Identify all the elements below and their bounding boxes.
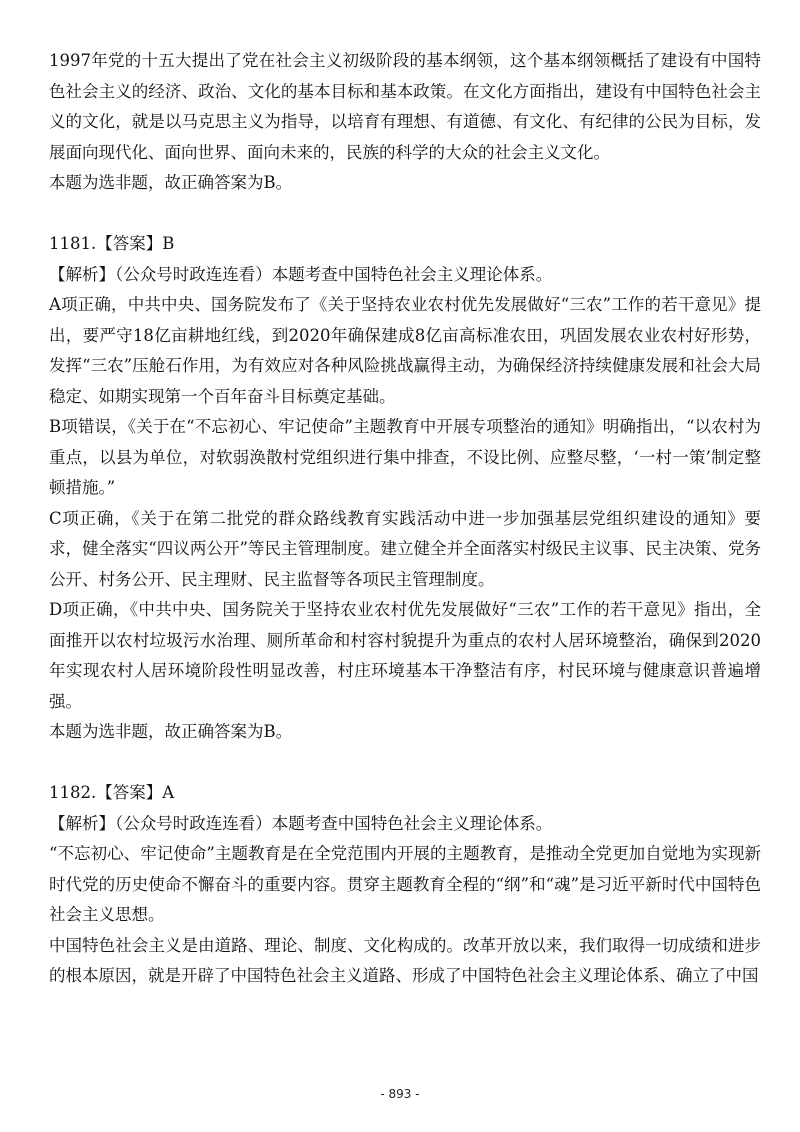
paragraph-1182-2: 中国特色社会主义是由道路、理论、制度、文化构成的。改革开放以来，我们取得一切成绩和进步的根本原因，就是开辟了中国特色社会主义道路、形成了中国特色社会主义理论体系、确立了中国 <box>49 935 761 985</box>
page-number: - 893 - <box>380 1087 420 1101</box>
analysis-1181: 【解析】（公众号时政连连看）本题考查中国特色社会主义理论体系。 <box>49 264 553 284</box>
document-page <box>49 46 761 992</box>
conclusion-1181: 本题为选非题，故正确答案为B。 <box>49 722 293 741</box>
paragraph-1182-1: “不忘初心、牢记使命”主题教育是在全党范围内开展的主题教育，是推动全党更加自觉地为实现新时代党的历史使命不懈奋斗的重要内容。贯穿主题教育全程的“纲”和“魂”是习近平新时代中国特色社会主义思想。 <box>49 844 761 924</box>
option-b-1181: B项错误，《关于在“不忘初心、牢记使命”主题教育中开展专项整治的通知》明确指出，“以农村为重点，以县为单位，对软弱涣散村党组织进行集中排查，不设比例、应整尽整，‘一村一策’制定整顿措施。” <box>49 417 761 497</box>
section-gap <box>49 199 761 230</box>
analysis-1182: 【解析】（公众号时政连连看）本题考查中国特色社会主义理论体系。 <box>49 813 553 833</box>
option-c-1181: C项正确，《关于在第二批党的群众路线教育实践活动中进一步加强基层党组织建设的通知》要求，健全落实“四议两公开”等民主管理制度。建立健全并全面落实村级民主议事、民主决策、党务公开、村务公开、民主理财、民主监督等各项民主管理制度。 <box>49 508 761 589</box>
intro-paragraph: 1997年党的十五大提出了党在社会主义初级阶段的基本纲领，这个基本纲领概括了建设有中国特色社会主义的经济、政治、文化的基本目标和基本政策。在文化方面指出，建设有中国特色社会主义的文化，就是以马克思主义为指导，以培育有理想、有道德、有文化、有纪律的公民为目标，发展面向现代化、面向世界、面向未来的，民族的科学的大众的社会主义文化。 <box>49 51 761 162</box>
section-gap <box>49 748 761 779</box>
intro-conclusion: 本题为选非题，故正确答案为B。 <box>49 173 293 192</box>
option-d-1181: D项正确，《中共中央、国务院关于坚持农业农村优先发展做好“三农”工作的若干意见》指出，全面推开以农村垃圾污水治理、厕所革命和村容村貌提升为重点的农村人居环境整治，确保到2020年实现农村人居环境阶段性明显改善，村庄环境基本干净整洁有序，村民环境与健康意识普遍增强。 <box>49 600 761 711</box>
answer-line-1182: 1182.【答案】A <box>49 783 175 802</box>
answer-line-1181: 1181.【答案】B <box>49 234 175 253</box>
option-a-1181: A项正确，中共中央、国务院发布了《关于坚持农业农村优先发展做好“三农”工作的若干意见》提出，要严守18亿亩耕地红线，到2020年确保建成8亿亩高标准农田，巩固发展农业农村好形势，发挥“三农”压舱石作用，为有效应对各种风险挑战赢得主动，为确保经济持续健康发展和社会大局稳定、如期实现第一个百年奋斗目标奠定基础。 <box>49 295 761 406</box>
